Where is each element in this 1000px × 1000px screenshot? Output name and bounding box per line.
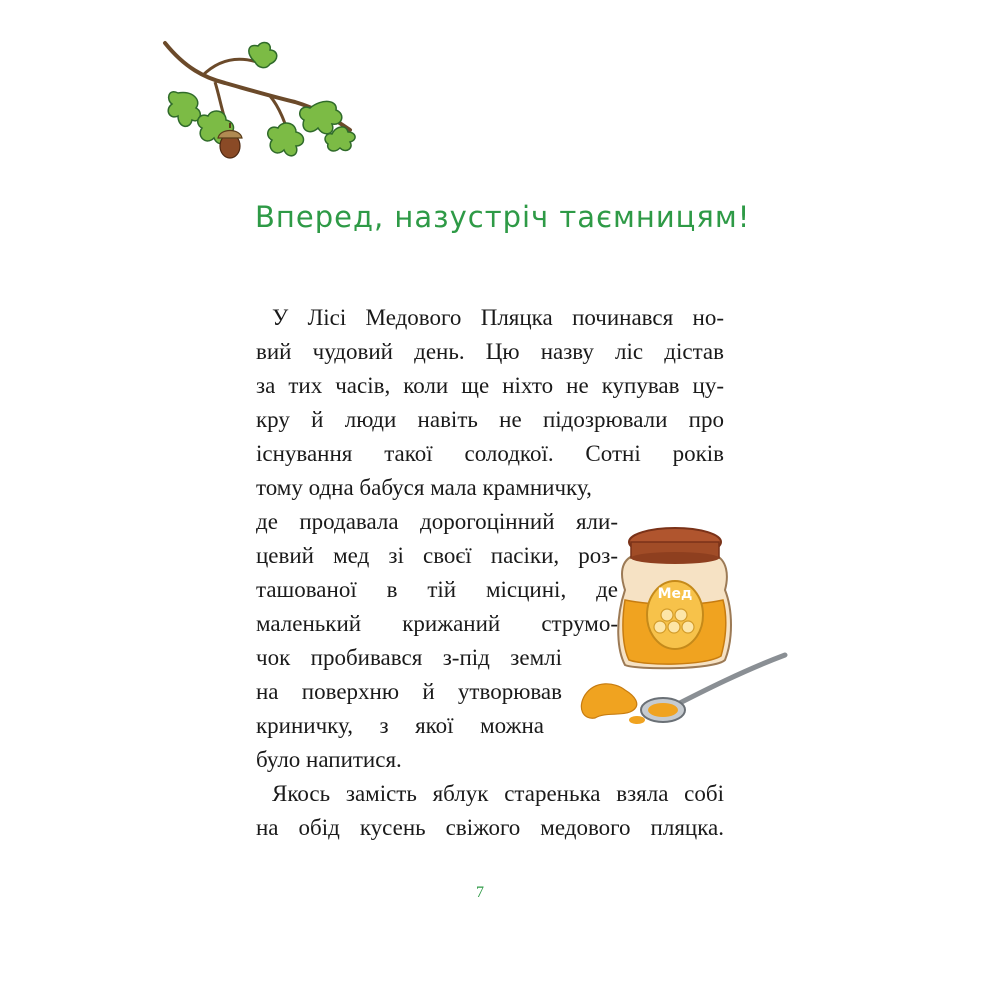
text-line-9: ташованої в тій місцині, де — [256, 577, 618, 602]
text-line-8: цевий мед зі своєї пасіки, роз- — [256, 543, 618, 568]
jar-label: Мед — [657, 586, 693, 602]
text-line-15: Якось замість яблук старенька взяла собі — [272, 781, 724, 806]
honey-jar-icon — [575, 520, 790, 760]
text-line-4: кру й люди навіть не підозрювали про — [256, 407, 724, 432]
text-line-7: де продавала дорогоцінний яли- — [256, 509, 618, 534]
page-number: 7 — [476, 884, 484, 901]
text-line-13: криничку, з якої можна — [256, 713, 544, 738]
text-line-2: вий чудовий день. Цю назву ліс дістав — [256, 339, 724, 364]
text-line-1: У Лісі Медового Пляцка починався но- — [272, 305, 724, 330]
text-line-6: тому одна бабуся мала крамничку, — [256, 475, 592, 500]
text-line-3: за тих часів, коли ще ніхто не купував цу- — [256, 373, 724, 398]
chapter-title: Вперед, назустріч таємницям! — [255, 200, 751, 234]
text-line-14: було напитися. — [256, 747, 402, 772]
text-line-10: маленький крижаний струмо- — [256, 611, 618, 636]
oak-branch-icon — [160, 38, 360, 168]
text-line-11: чок пробивався з-під землі — [256, 645, 562, 670]
text-line-5: існування такої солодкої. Сотні років — [256, 441, 724, 466]
text-line-16: на обід кусень свіжого медового пляцка. — [256, 815, 724, 840]
text-line-12: на поверхню й утворював — [256, 679, 562, 704]
